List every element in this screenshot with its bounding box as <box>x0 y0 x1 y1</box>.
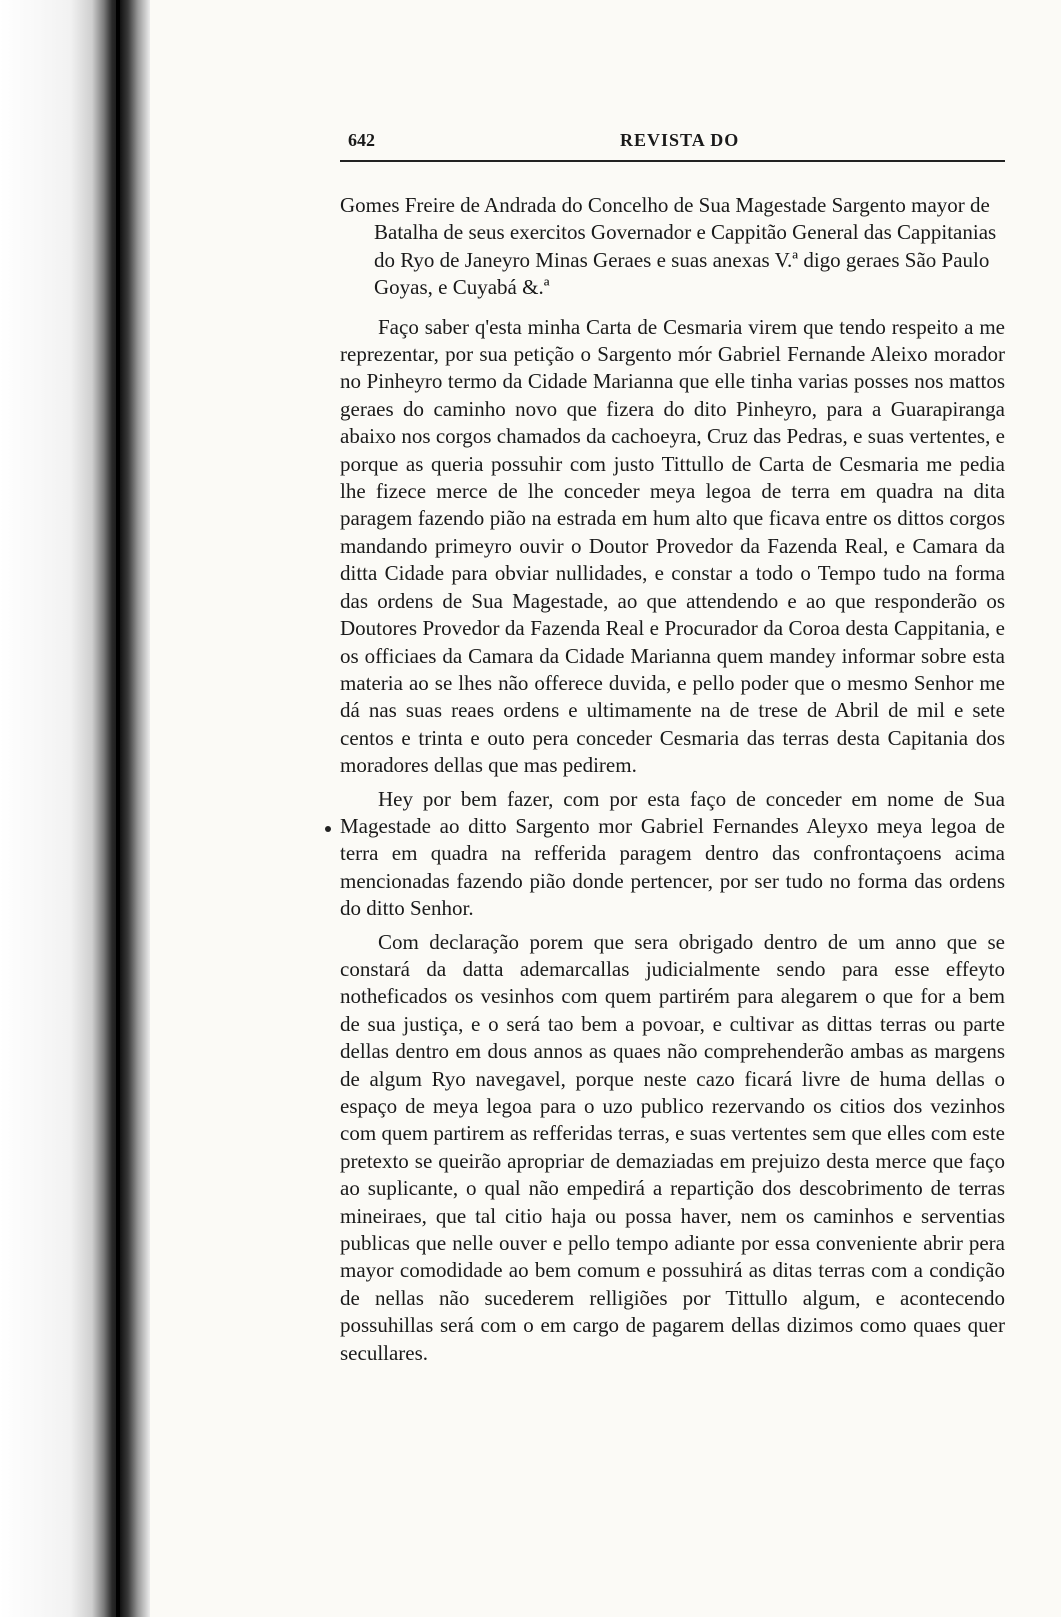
document-body <box>340 192 1005 1373</box>
addressee-block: Gomes Freire de Andrada do Concelho de Sua Magestade Sargento mayor de Batalha de seus exercitos Governador e Cappitão General das Cappitanias do Ryo de Janeyro Minas Geraes e suas anexas V.ª digo geraes São Paulo Goyas, e Cuyabá &.ª <box>340 193 997 300</box>
paragraph-3: Com declaração porem que sera obrigado dentro de um anno que se constará da datta ademarcallas judicialmente sendo para esse effeyto notheficados os vesinhos com quem partirém para alegarem o que for a bem de sua justiça, e o será tao bem a povoar, e cultivar as dittas terras ou parte dellas dentro em dous annos as quaes não comprehenderão ambas as margens de algum Ryo navegavel, porque neste cazo ficará livre de huma dellas o espaço de meya legoa para o uzo publico rezervando os citios dos vezinhos com quem partirem as refferidas terras, e suas vertentes sem que elles com este pretexto se queirão apropriar de demaziadas em prejuizo desta merce que faço ao suplicante, o qual não empedirá a repartição dos descobrimento de terras mineiraes, que tal citio haja ou possa haver, nem os caminhos e serventias publicas que nelle ouver e pello tempo adiante por essa conveniente abrir pera mayor comodidade ao bem comum e possuhirá as ditas terras com a condição de nellas não sucederem relligiões por Tittullo algum, e acontecendo possuhillas será com o em cargo de pagarem dellas dizimos como quaes quer secullares. <box>340 929 1005 1365</box>
header-rule <box>340 160 1005 162</box>
margin-mark <box>325 826 331 832</box>
running-header <box>340 130 1000 154</box>
paragraph-1: Faço saber q'esta minha Carta de Cesmaria virem que tendo respeito a me reprezentar, por sua petição o Sargento mór Gabriel Fernande Aleixo morador no Pinheyro termo da Cidade Marianna que elle tinha varias posses nos mattos geraes do caminho novo que fizera do dito Pinheyro, para a Guarapiranga abaixo nos corgos chamados da cachoeyra, Cruz das Pedras, e suas vertentes, e porque as queria possuhir com justo Tittullo de Carta de Cesmaria me pedia lhe fizece merce de lhe conceder meya legoa de terra em quadra na dita paragem fazendo pião na estrada em hum alto que ficava entre os dittos corgos mandando primeyro ouvir o Doutor Provedor da Fazenda Real, e Camara da ditta Cidade para obviar nullidades, e constar a todo o Tempo tudo na forma das ordens de Sua Magestade, ao que attendendo e ao que responderão os Doutores Provedor da Fazenda Real e Procurador da Coroa desta Cappitania, e os officiaes da Camara da Cidade Marianna quem mandey informar sobre esta materia ao se lhes não offerece duvida, e pello poder que o mesmo Senhor me dá nas suas reaes ordens e ultimamente na de trese de Abril de mil e sete centos e trinta e outo pera conceder Cesmaria das terras desta Capitania dos moradores dellas que mas pedirem. <box>340 314 1005 778</box>
binding-edge <box>116 0 120 1617</box>
book-spine-shadow <box>0 0 150 1617</box>
running-title: REVISTA DO <box>620 130 740 150</box>
page-number: 642 <box>348 130 375 150</box>
paragraph-2: Hey por bem fazer, com por esta faço de conceder em nome de Sua Magestade ao ditto Sargento mor Gabriel Fernandes Aleyxo meya legoa de terra em quadra na refferida paragem dentro das confrontaçoens acima mencionadas fazendo pião donde pertencer, por ser tudo no forma das ordens do ditto Senhor. <box>340 786 1005 921</box>
